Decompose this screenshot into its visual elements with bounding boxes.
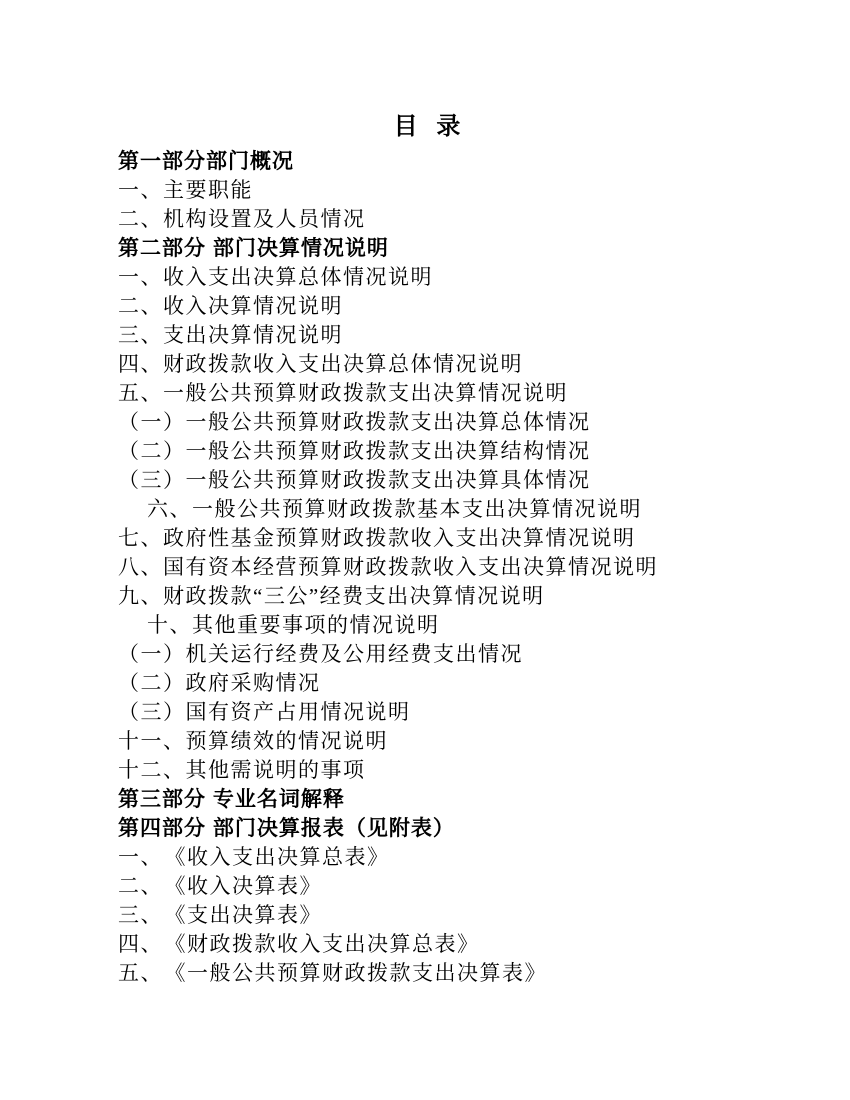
toc-entry: 一、收入支出决算总体情况说明 (118, 265, 433, 289)
toc-entry: 四、财政拨款收入支出决算总体情况说明 (118, 352, 523, 376)
toc-entry: 三、支出决算情况说明 (118, 323, 343, 347)
toc-entry: 七、政府性基金预算财政拨款收入支出决算情况说明 (118, 526, 636, 550)
toc-entry: 一、主要职能 (118, 178, 253, 202)
toc-list (118, 147, 742, 988)
toc-section-heading: 第四部分 部门决算报表（见附表） (118, 817, 455, 840)
toc-entry: 五、一般公共预算财政拨款支出决算情况说明 (118, 381, 568, 405)
toc-entry: 六、一般公共预算财政拨款基本支出决算情况说明 (147, 497, 642, 521)
toc-section-heading: 第一部分部门概况 (118, 150, 294, 173)
toc-entry: 二、 《收入决算表》 (118, 874, 322, 898)
toc-entry: 十、其他重要事项的情况说明 (147, 613, 440, 637)
toc-entry: （一）机关运行经费及公用经费支出情况 (118, 642, 523, 666)
toc-entry: 八、国有资本经营预算财政拨款收入支出决算情况说明 (118, 555, 658, 579)
toc-section-heading: 第二部分 部门决算情况说明 (118, 237, 389, 260)
toc-entry: 十二、其他需说明的事项 (118, 758, 366, 782)
toc-entry: 一、 《收入支出决算总表》 (118, 845, 390, 869)
toc-entry: 四、 《财政拨款收入支出决算总表》 (118, 932, 480, 956)
toc-entry: 二、收入决算情况说明 (118, 294, 343, 318)
toc-entry: （一）一般公共预算财政拨款支出决算总体情况 (118, 410, 591, 434)
toc-entry: 二、机构设置及人员情况 (118, 207, 366, 231)
toc-entry: 五、 《一般公共预算财政拨款支出决算表》 (118, 961, 547, 985)
toc-entry: 三、 《支出决算表》 (118, 903, 322, 927)
toc-entry: （三）一般公共预算财政拨款支出决算具体情况 (118, 468, 591, 492)
toc-entry: 九、财政拨款“三公”经费支出决算情况说明 (118, 584, 545, 608)
toc-entry: （三）国有资产占用情况说明 (118, 700, 411, 724)
toc-entry: （二）一般公共预算财政拨款支出决算结构情况 (118, 439, 591, 463)
toc-section-heading: 第三部分 专业名词解释 (118, 788, 345, 811)
toc-entry: 十一、预算绩效的情况说明 (118, 729, 388, 753)
toc-entry: （二）政府采购情况 (118, 671, 321, 695)
page-title: 目 录 (393, 113, 467, 140)
